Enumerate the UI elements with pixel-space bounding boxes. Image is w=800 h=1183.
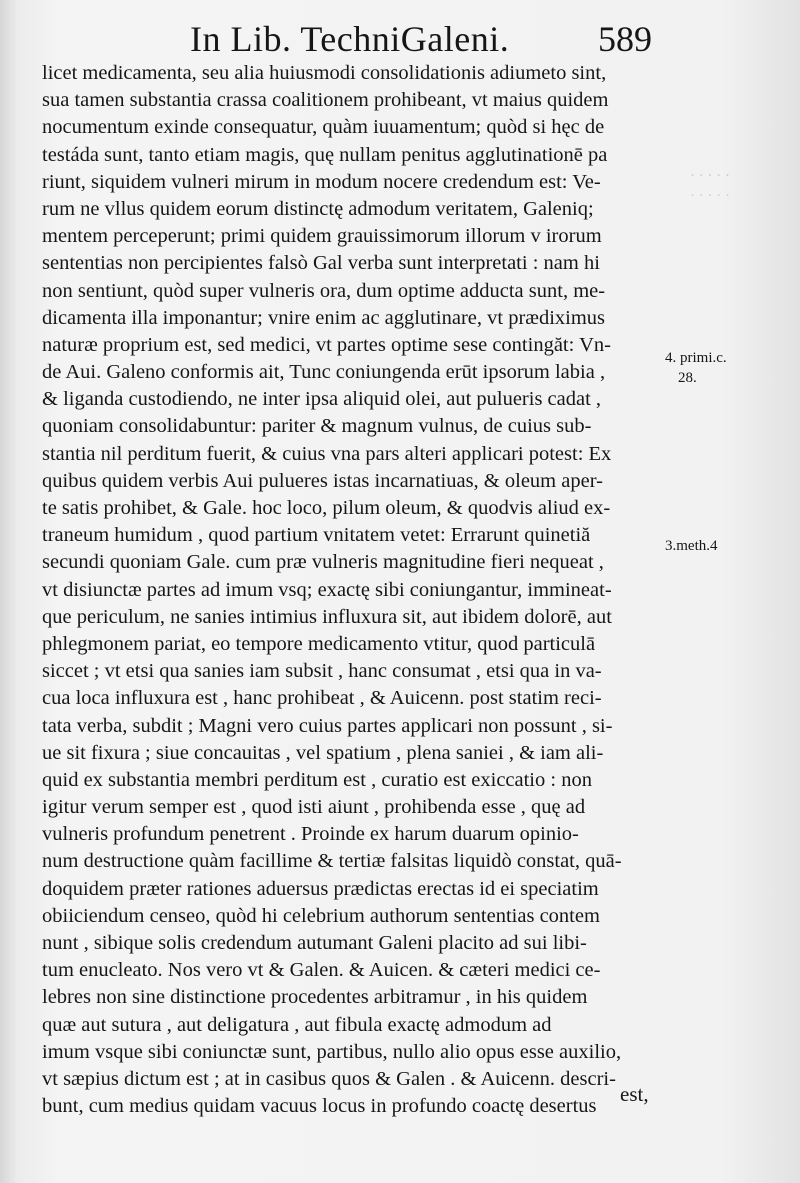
text-line: testáda sunt, tanto etiam magis, quę nullam penitus agglutinationē pa (42, 143, 608, 166)
text-line: traneum humidum , quod partium vnitatem vetet: Errarunt quinetiă (42, 524, 591, 547)
margin-note: 4. primi.c. (665, 350, 727, 366)
text-line: de Aui. Galeno conformis ait, Tunc coniungenda erūt ipsorum labia , (42, 361, 606, 384)
text-line: riunt, siquidem vulneri mirum in modum nocere credendum est: Ve- (42, 170, 601, 193)
text-line: doquidem præter rationes aduersus prædictas erectas id ei speciatim (42, 877, 599, 900)
text-line: & liganda custodiendo, ne inter ipsa aliquid olei, aut pulueris cadat , (42, 388, 602, 411)
text-line: que periculum, ne sanies intimius influxura sit, aut ibidem dolorē, aut (42, 605, 612, 628)
text-line: igitur verum semper est , quod isti aiunt , prohibenda esse , quę ad (42, 796, 586, 819)
text-line: vt disiunctæ partes ad imum vsq; exactę sibi coniungantur, immineat- (42, 578, 612, 601)
catchword: est, (620, 1082, 649, 1106)
text-line: quæ aut sutura , aut deligatura , aut fibula exactę admodum ad (42, 1013, 552, 1036)
text-line: phlegmonem pariat, eo tempore medicamento vtitur, quod particulā (42, 632, 596, 655)
text-line: bunt, cum medius quidam vacuus locus in profundo coactę desertus (42, 1095, 597, 1118)
text-line: te satis prohibet, & Gale. hoc loco, pilum oleum, & quodvis aliud ex- (42, 497, 611, 519)
text-line: vt sæpius dictum est ; at in casibus quos & Galen . & Auicenn. descri- (42, 1067, 616, 1090)
text-line: cua loca influxura est , hanc prohibeat , & Auicenn. post statim reci- (42, 687, 602, 710)
running-head: In Lib. TechniGaleni. (190, 19, 510, 59)
text-line: naturæ proprium est, sed medici, vt partes optime sese contingăt: Vn- (42, 333, 611, 356)
text-line: sententias non percipientes falsò Gal verba sunt interpretati : nam hi (42, 252, 600, 275)
text-line: obiiciendum censeo, quòd hi celebrium authorum sententias contem (42, 904, 600, 927)
margin-note: 3.meth.4 (665, 538, 718, 554)
text-line: stantia nil perditum fuerit, & cuius vna pars alteri applicari potest: Ex (42, 442, 612, 465)
text-line: tum enucleato. Nos vero vt & Galen. & Auicen. & cæteri medici ce- (42, 959, 601, 982)
text-line: licet medicamenta, seu alia huiusmodi consolidationis adiumeto sint, (42, 62, 607, 84)
text-line: quid ex substantia membri perditum est , curatio est exiccatio : non (42, 768, 592, 791)
body-text (42, 60, 682, 1120)
text-line: nocumentum exinde consequatur, quàm iuuamentum; quòd si hęc de (42, 116, 605, 139)
text-line: mentem perceperunt; primi quidem grauissimorum illorum v irorum (42, 225, 602, 248)
text-line: quibus quidem verbis Aui pulueres istas incarnatiuas, & oleum aper- (42, 469, 603, 492)
text-line: ue sit fixura ; siue concauitas , vel spatium , plena saniei , & iam ali- (42, 741, 604, 764)
text-line: siccet ; vt etsi qua sanies iam subsit , hanc consumat , etsi qua in va- (42, 660, 602, 683)
page-header (0, 14, 800, 60)
text-line: quoniam consolidabuntur: pariter & magnum vulnus, de cuius sub- (42, 415, 592, 438)
text-line: imum vsque sibi coniunctæ sunt, partibus, nullo alio opus esse auxilio, (42, 1040, 622, 1063)
page-number: 589 (598, 19, 652, 59)
text-line: nunt , sibique solis credendum autumant Galeni placito ad sui libi- (42, 932, 587, 954)
text-line: non sentiunt, quòd super vulneris ora, dum optime adducta sunt, me- (42, 279, 606, 302)
bleed-through-mark: · · · · · (690, 168, 730, 184)
bleed-through-mark: · · · · · (690, 188, 730, 204)
text-line: sua tamen substantia crassa coalitionem prohibeant, vt maius quidem (42, 89, 609, 112)
text-line: tata verba, subdit ; Magni vero cuius partes applicari non possunt , si- (42, 714, 613, 737)
margin-note: 28. (678, 370, 697, 386)
text-line: num destructione quàm facillime & tertiæ falsitas liquidò constat, quā- (42, 850, 622, 873)
text-line: rum ne vllus quidem eorum distinctę admodum veritatem, Galeniq; (42, 197, 594, 220)
text-line: secundi quoniam Gale. cum præ vulneris magnitudine fieri nequeat , (42, 551, 604, 574)
text-line: dicamenta illa imponantur; vnire enim ac agglutinare, vt prædiximus (42, 306, 606, 329)
text-line: lebres non sine distinctione procedentes arbitramur , in his quidem (42, 986, 588, 1009)
text-line: vulneris profundum penetrent . Proinde ex harum duarum opinio- (42, 823, 579, 846)
